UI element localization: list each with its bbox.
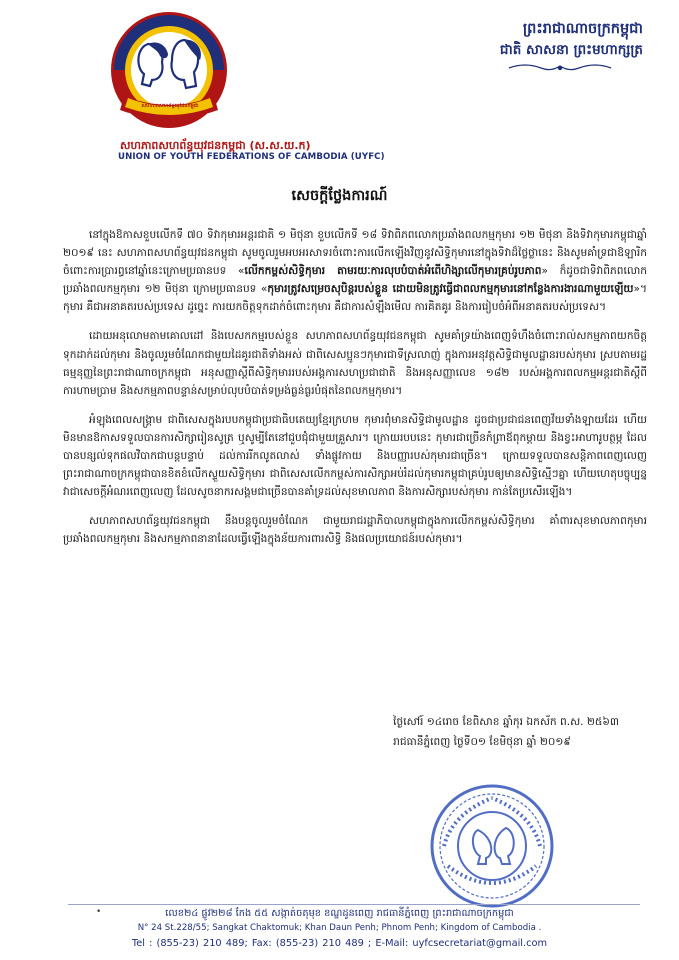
footer-address-khmer: លេខ២៤ ផ្លូវ២២៨ កែង ៥៥ សង្កាត់ចតុមុខ ខណ្ឌដូនពេញ រាជធានីភ្នំពេញ ព្រះរាជាណាចក្រកម្ពុជា xyxy=(165,908,514,919)
paragraph-3: អំឡុងពេលសង្គ្រាម ជាពិសេសក្នុងរបបកម្ពុជាប្រជាធិបតេយ្យខ្មែរក្រហម កុមារពុំមានសិទ្ធិជាមូលដ្ឋាន ដូចជាប្រជាជនពេញវ័យទាំងឡាយដែរ ហើយមិនមានឱកាសទទួលបានការសិក្សារៀនសូត្រ ឬសូម្បីតែនៅជួបជុំជាមួយគ្រួសារ។ ក្រោយរបបនេះ កុមារជាច្រើនកំព្រាឪពុកម្តាយ និងខ្វះអាហារូបត្ថម្ភ ដែលបានបន្សល់ទុកផលវិបាកជាបន្តបន្ទាប់ ដល់ការរីកលូតលាស់ ទាំងផ្លូវកាយ និងបញ្ញារបស់កុមារជាច្រើន។ ក្រោយទទួលបានសន្តិភាពពេញលេញ ព្រះរាជាណាចក្រកម្ពុជាបានខិតខំលើកស្ទួយសិទ្ធិកុមារ ជាពិសេសលើកកម្ពស់ការសិក្សាអប់រំដល់កុមារកម្ពុជាគ្រប់រូបឲ្យមានសិទ្ធិស្មើៗគ្នា ហើយហេតុបច្ចុប្បន្ន វាជាសេចក្តីអំណរពេញលេញ ដែលសូចនាករសង្គមជាច្រើនបានគាំទ្រដល់សុខមាលភាព និងការសិក្សារបស់កុមារ កាន់តែប្រសើរឡើង។ xyxy=(63,413,647,499)
kingdom-motto: ជាតិ សាសនា ព្រះមហាក្សត្រ xyxy=(499,42,643,58)
date-block xyxy=(393,712,619,752)
footer-address-english: N° 24 St.228/55; Sangkat Chaktomuk; Khan Daun Penh; Phnom Penh; Kingdom of Cambodia . xyxy=(137,923,542,933)
org-name-khmer: សហភាពសហព័ន្ធយុវជនកម្ពុជា (ស.ស.យ.ក) xyxy=(120,139,311,152)
footer-bullet-icon: • xyxy=(96,907,102,917)
statement-body xyxy=(63,226,647,560)
paragraph-1 xyxy=(63,226,647,316)
kingdom-title: ព្រះរាជាណាចក្រកម្ពុជា xyxy=(522,21,643,37)
theme-children-rights: លើកកម្ពស់សិទ្ធិកុមារ តាមរយៈការលុបបំបាត់អំពើហិង្សាលើកុមារគ្រប់រូបភាព xyxy=(244,265,542,278)
paragraph-1-text-b: » ក៏ដូចជាទិវាពិភពលោកប្រឆាំងពលកម្មកុមារ ១២ មិថុនា ក្រោមប្រធានបទ « xyxy=(63,265,647,296)
kingdom-header xyxy=(500,18,643,60)
document-title: សេចក្តីថ្លែងការណ៍ xyxy=(291,188,388,204)
uyfc-logo xyxy=(106,10,232,136)
official-seal-icon xyxy=(424,778,560,914)
ornament-divider-icon xyxy=(505,62,615,74)
paragraph-1-text-c: »។ កុមារ គឺជាអនាគតរបស់ប្រទេស ដូច្នេះ ការយកចិត្តទុកដាក់ចំពោះកុមារ គឺជាការសំឡឹងមើល ការគិតគូរ និងការរៀបចំអំពីអនាគតរបស់ប្រទេស។ xyxy=(63,283,647,314)
logo-ribbon-text: សហភាពសហព័ន្ធយុវជនកម្ពុជា xyxy=(141,103,199,109)
footer-divider xyxy=(68,904,640,905)
date-lunar: ថ្ងៃសៅរ៍ ១៤រោច ខែពិសាខ ឆ្នាំកុរ ឯកស័ក ព.ស. ២៥៦៣ xyxy=(393,716,619,728)
date-solar: រាជធានីភ្នំពេញ ថ្ងៃទី០១ ខែមិថុនា ឆ្នាំ ២០១៩ xyxy=(393,736,571,748)
org-name-english: UNION OF YOUTH FEDERATIONS OF CAMBODIA (UYFC) xyxy=(118,152,385,162)
footer xyxy=(0,906,679,951)
paragraph-4: សហភាពសហព័ន្ធយុវជនកម្ពុជា នឹងបន្តចូលរួមចំណែក ជាមួយរាជរដ្ឋាភិបាលកម្ពុជាក្នុងការលើកកម្ពស់សិទ្ធិកុមារ គាំពារសុខមាលភាពកុមារ ប្រឆាំងពលកម្មកុមារ និងសកម្មភាពនានាដែលធ្វើឡើងក្នុងន័យការពារសិទ្ធិ និងផលប្រយោជន៍របស់កុមារ។ xyxy=(63,515,647,546)
footer-contact: Tel : (855-23) 210 489; Fax: (855-23) 210 489 ; E-Mail: uyfcsecretariat@gmail.com xyxy=(131,938,548,949)
theme-child-labour: កុមារត្រូវសម្រេចសុបិន្តរបស់ខ្លួន ដោយមិនត្រូវធ្វើជាពលកម្មកុមារនៅកន្លែងការងារណាមួយឡើយ xyxy=(267,283,634,296)
paragraph-2: ដោយអនុលោមតាមគោលដៅ និងបេសកកម្មរបស់ខ្លួន សហភាពសហព័ន្ធយុវជនកម្ពុជា សូមគាំទ្រយ៉ាងពេញទំហឹងចំពោះរាល់សកម្មភាពយកចិត្តទុកដាក់ដល់កុមារ និងចូលរួមចំណែកជាមួយដៃគូរជាតិទាំងអស់ ជាពិសេសប្អូនៗកុមារជាទីស្រលាញ់ ក្នុងការអនុវត្តសិទ្ធិជាមូលដ្ឋានរបស់កុមារ ស្របតាមរដ្ឋធម្មនុញ្ញនៃព្រះរាជាណាចក្រកម្ពុជា អនុសញ្ញាស្តីពីសិទ្ធិកុមាររបស់អង្គការសហប្រជាជាតិ និងអនុសញ្ញាលេខ ១៨២ របស់អង្គការពលកម្មអន្តរជាតិស្តីពីការហាមប្រាម និងសកម្មភាពបន្ទាន់សម្រាប់លុបបំបាត់ទម្រង់ធ្ងន់ធ្ងរបំផុតនៃពលកម្មកុមារ។ xyxy=(63,330,647,397)
paragraph-1-text-a: នៅក្នុងឱកាសខួបលើកទី ៧០ ទិវាកុមារអន្តរជាតិ ១ មិថុនា ខួបលើកទី ១៨ ទិវាពិភពលោកប្រឆាំងពលកម្មកុមារ ១២ មិថុនា និងទិវាកុមារកម្ពុជាឆ្នាំ ២០១៩ នេះ សហភាពសហព័ន្ធយុវជនកម្ពុជា សូមចូលរួមអបអរសាទរចំពោះការលើកឡើងវិញនូវសិទ្ធិកុមារនៅក្នុងទិវាដ៏ថ្លៃថ្លានេះ និងសូមគាំទ្រជាឱឡារិកចំពោះការប្រារព្ធនៅឆ្នាំនេះក្រោមប្រធានបទ « xyxy=(63,229,647,278)
